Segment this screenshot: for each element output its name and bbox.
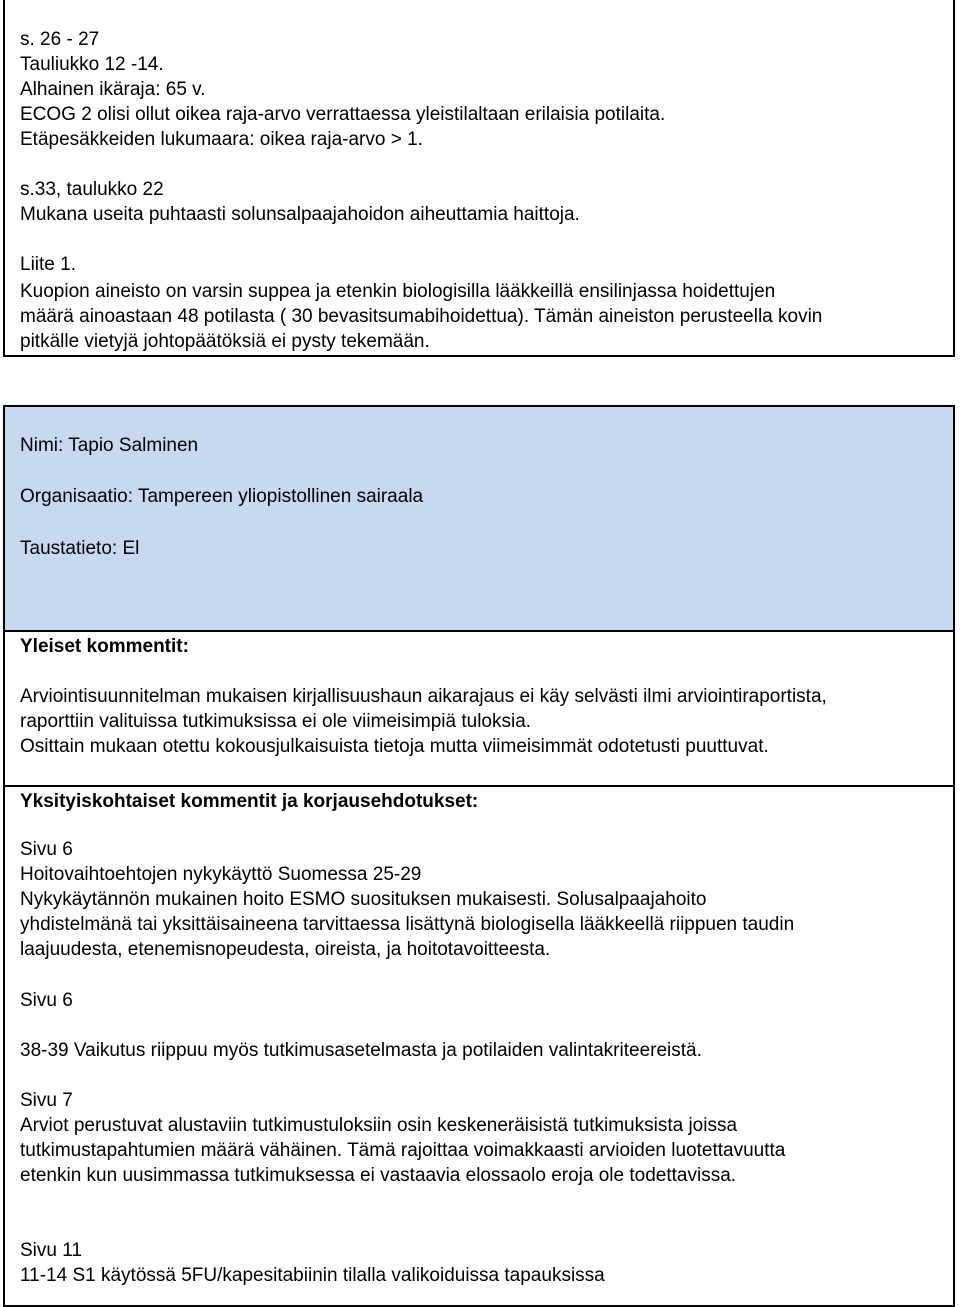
text-line: Etäpesäkkeiden lukumaara: oikea raja-arvo > 1.: [20, 129, 423, 150]
text-line: Sivu 6: [20, 990, 73, 1011]
text-line: raporttiin valituissa tutkimuksissa ei ole viimeisimpiä tuloksia.: [20, 711, 532, 732]
text-line: Nykykäytännön mukainen hoito ESMO suosituksen mukaisesti. Solusalpaajahoito: [20, 889, 707, 910]
detailed-comments-box: [3, 787, 955, 1307]
top-comment-box: [3, 0, 955, 357]
text-line: Sivu 11: [20, 1240, 82, 1261]
text-line: etenkin kun uusimmassa tutkimuksessa ei vastaavia elossaolo eroja ole todettavissa.: [20, 1165, 737, 1186]
text-line: yhdistelmänä tai yksittäisaineena tarvittaessa lisättynä biologisella lääkkeellä riippuen taudin: [20, 914, 795, 935]
general-comments-box: [3, 632, 955, 787]
reviewer-background: Taustatieto: El: [20, 538, 140, 559]
text-line: 38-39 Vaikutus riippuu myös tutkimusasetelmasta ja potilaiden valintakriteereistä.: [20, 1040, 702, 1061]
text-line: s. 26 - 27: [20, 29, 100, 50]
text-line: s.33, taulukko 22: [20, 179, 164, 200]
text-line: Tauliukko 12 -14.: [20, 54, 164, 75]
text-line: Osittain mukaan otettu kokousjulkaisuista tietoja mutta viimeisimmät odotetusti puuttuvat.: [20, 736, 769, 757]
text-line: laajuudesta, etenemisnopeudesta, oireista, ja hoitotavoitteesta.: [20, 939, 551, 960]
text-line: määrä ainoastaan 48 potilasta ( 30 bevasitsumabihoidettua). Tämän aineiston perusteella kovin: [20, 306, 823, 327]
text-line: 11-14 S1 käytössä 5FU/kapesitabiinin tilalla valikoiduissa tapauksissa: [20, 1265, 605, 1286]
text-line: ECOG 2 olisi ollut oikea raja-arvo verrattaessa yleistilaltaan erilaisia potilaita.: [20, 104, 666, 125]
text-line: tutkimustapahtumien määrä vähäinen. Tämä rajoittaa voimakkaasti arvioiden luotettavuutta: [20, 1140, 786, 1161]
text-line: Kuopion aineisto on varsin suppea ja etenkin biologisilla lääkkeillä ensilinjassa hoidettujen: [20, 281, 776, 302]
text-line: Hoitovaihtoehtojen nykykäyttö Suomessa 25-29: [20, 864, 422, 885]
text-line: Sivu 7: [20, 1090, 73, 1111]
detailed-comments-heading: Yksityiskohtaiset kommentit ja korjausehdotukset:: [20, 791, 479, 812]
text-line: pitkälle vietyjä johtopäätöksiä ei pysty tekemään.: [20, 331, 430, 352]
reviewer-name: Nimi: Tapio Salminen: [20, 435, 199, 456]
text-line: Sivu 6: [20, 839, 73, 860]
text-line: Liite 1.: [20, 254, 76, 275]
text-line: Arviointisuunnitelman mukaisen kirjallisuushaun aikarajaus ei käy selvästi ilmi arviointiraportista,: [20, 686, 827, 707]
general-comments-heading: Yleiset kommentit:: [20, 636, 189, 657]
reviewer-info-box: [3, 405, 955, 632]
text-line: Alhainen ikäraja: 65 v.: [20, 79, 206, 100]
reviewer-organization: Organisaatio: Tampereen yliopistollinen sairaala: [20, 486, 424, 507]
text-line: Mukana useita puhtaasti solunsalpaajahoidon aiheuttamia haittoja.: [20, 204, 580, 225]
text-line: Arviot perustuvat alustaviin tutkimustuloksiin osin keskeneräisistä tutkimuksista joissa: [20, 1115, 738, 1136]
